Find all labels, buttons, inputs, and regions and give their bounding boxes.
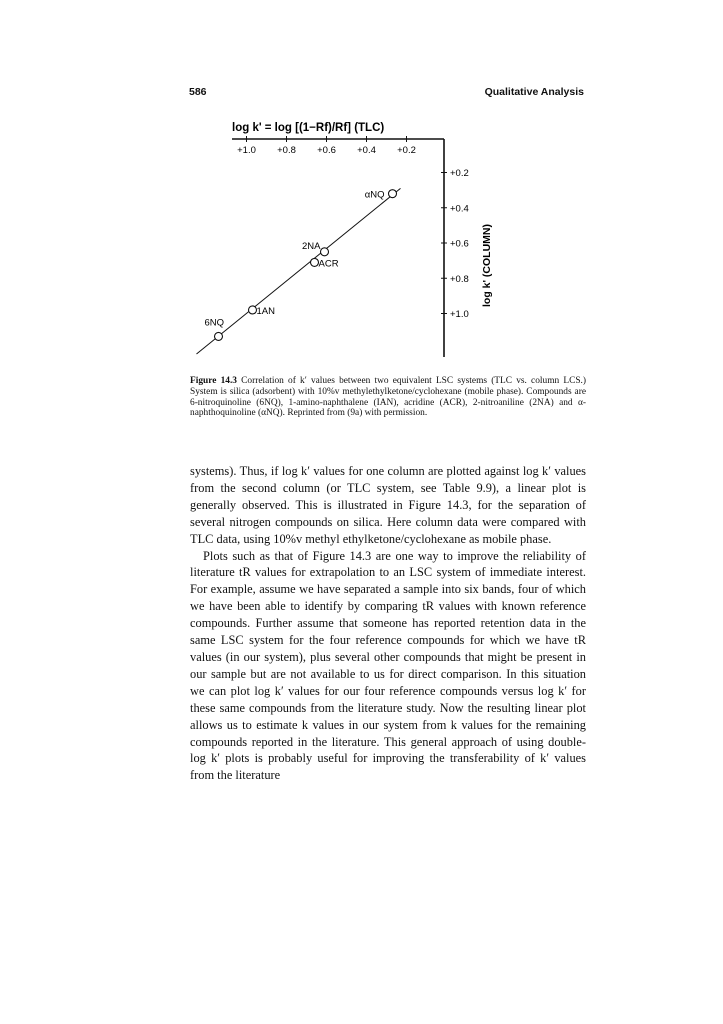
right-tick-label: +0.6 xyxy=(450,238,469,250)
top-tick-label: +0.8 xyxy=(277,145,296,156)
data-label: 1AN xyxy=(256,305,275,317)
right-axis-ticks xyxy=(441,168,469,320)
paragraph-1: systems). Thus, if log k′ values for one column are plotted against log k′ values from the second column (or TLC system, see Table 9.9), a linear plot is generally observed. This is illustrated in Figure 14.3, for the separation of several nitrogen compounds on silica. Here column data were compared with TLC data, using 10%v methyl ethylketone/cyclohexane as mobile phase. xyxy=(190,464,586,546)
right-tick-label: +0.4 xyxy=(450,203,469,215)
caption-text: Correlation of k′ values between two equivalent LSC systems (TLC vs. column LCS.) System is silica (adsorbent) with 10%v methylethylketone/cyclohexane (mobile phase). Compounds are 6-nitroquinoline (6NQ), 1-amino-naphthalene (IAN), acridine (ACR), 2-nitroaniline (2NA) and α-naphthoquinoline (αNQ). Reprinted from (9a) with permission. xyxy=(190,376,587,419)
data-label: 2NA xyxy=(302,240,321,252)
caption-label: Figure 14.3 xyxy=(190,376,237,386)
data-label: 6NQ xyxy=(204,317,225,329)
data-point-αnq xyxy=(389,190,397,198)
data-point-1an xyxy=(249,306,257,314)
top-tick-label: +0.6 xyxy=(317,145,336,156)
regression-line xyxy=(197,188,401,354)
paragraph-2: Plots such as that of Figure 14.3 are one way to improve the reliability of literature tR values for extrapolation to an LSC system of immediate interest. For example, assume we have separated a sample into six bands, four of which we have been able to identify by comparing tR values with known reference compounds. Further assume that someone has reported retention data in the same LSC system for the four reference compounds for which we have tR values (in our system), plus several other compounds that might be present in our sample but are not available to us for direct comparison. In this situation we can plot log k′ values for our four reference compounds versus log k′ for these same compounds from the literature study. Now the resulting linear plot allows us to estimate k values in our system from k values for the remaining compounds reported in the literature. This general approach of using double-log k′ plots is probably useful for improving the transferability of k′ values from the literature xyxy=(190,548,586,783)
data-point-acr xyxy=(311,258,319,266)
data-point-2na xyxy=(321,248,329,256)
top-tick-label: +1.0 xyxy=(237,145,256,156)
body-text xyxy=(190,463,586,784)
figure-caption xyxy=(190,376,586,419)
top-tick-label: +0.4 xyxy=(357,145,376,156)
data-point-6nq xyxy=(215,332,223,340)
top-tick-label: +0.2 xyxy=(397,145,416,156)
data-points xyxy=(205,190,397,341)
right-tick-label: +0.2 xyxy=(450,168,469,179)
data-label: αNQ xyxy=(364,189,385,201)
right-tick-label: +0.8 xyxy=(450,273,469,285)
running-title: Qualitative Analysis xyxy=(484,86,584,98)
right-axis-label: log k' (COLUMN) xyxy=(481,224,493,307)
right-tick-label: +1.0 xyxy=(450,309,469,320)
figure-14-3 xyxy=(0,0,723,372)
top-axis-label: log k' = log [(1−Rf)/Rf] (TLC) xyxy=(232,122,385,134)
data-label: ACR xyxy=(318,258,339,270)
page-number: 586 xyxy=(189,86,207,98)
